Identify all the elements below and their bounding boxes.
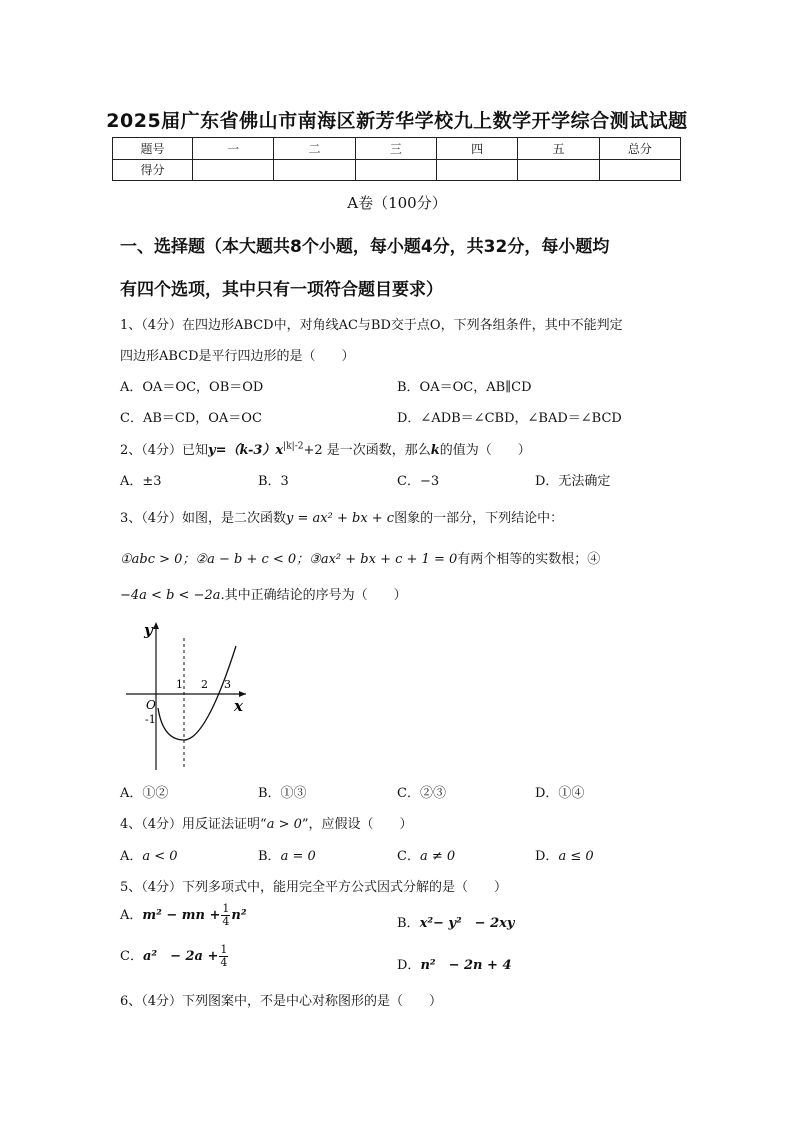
q5-option-a-math: m² − mn +: [142, 908, 221, 923]
q5-option-d-math: n² − 2n + 4: [420, 958, 512, 973]
q4-stem: [120, 813, 413, 832]
q1-option-b: B．OA＝OC，AB∥CD: [397, 380, 532, 395]
volume-heading: A卷（100分）: [347, 194, 447, 212]
score-row-label: 得分: [113, 159, 193, 181]
x-tick-label: 3: [224, 678, 231, 691]
y-tick-label: -1: [145, 713, 156, 726]
q2-option-d: D．无法确定: [535, 474, 611, 489]
q4-option-b: [258, 845, 316, 864]
q3-option-d: D．①④: [535, 786, 585, 801]
score-header-cell: 五: [518, 138, 599, 160]
q1-stem-line1: 1、（4分）在四边形ABCD中，对角线AC与BD交于点O，下列各组条件，其中不能判定: [120, 318, 623, 333]
score-cell: [274, 159, 355, 181]
fraction-numerator: 1: [220, 943, 228, 956]
q4-option-d-label: D．: [535, 849, 559, 864]
score-header-cell: 二: [274, 138, 355, 160]
q4-option-c: [397, 845, 455, 864]
fraction-denominator: 4: [222, 915, 230, 928]
x-tick-label: 1: [176, 678, 183, 691]
origin-label: O: [146, 698, 156, 712]
q1-option-a: A．OA＝OC，OB＝OD: [120, 380, 264, 395]
q4-option-b-math: a = 0: [280, 849, 316, 864]
q4-option-d-math: a ≤ 0: [558, 849, 594, 864]
x-tick-label: 2: [201, 678, 208, 691]
q4-option-b-label: B．: [258, 849, 281, 864]
score-cell: [436, 159, 517, 181]
score-table: [112, 137, 681, 181]
q2-option-c: C．−3: [397, 474, 440, 489]
q2-stem-end: 的值为（ ）: [439, 443, 531, 458]
q4-option-c-label: C．: [397, 849, 420, 864]
parabola-graph: [118, 618, 250, 776]
q4-option-a-math: a < 0: [142, 849, 178, 864]
score-header-cell: 题号: [113, 138, 193, 160]
q2-stem-k: k: [430, 443, 440, 458]
q3-conclusions-math: ①abc > 0；②a − b + c < 0；③ax² + bx + c + 1 = 0: [120, 552, 458, 567]
q5-option-a: [120, 903, 247, 928]
y-axis-arrow: [153, 622, 159, 629]
q3-conclusion4-math: −4a < b < −2a: [120, 588, 221, 603]
q5-option-b-math: x²− y² − 2xy: [419, 916, 515, 931]
document-title: 2025届广东省佛山市南海区新芳华学校九上数学开学综合测试试题: [106, 110, 688, 132]
q4-option-a-label: A．: [120, 849, 143, 864]
q3-option-c: C．②③: [397, 786, 446, 801]
q3-conclusion4-post: .其中正确结论的序号为（ ）: [220, 588, 407, 603]
score-cell: [518, 159, 599, 181]
q5-option-a-label: A．: [120, 908, 143, 923]
q2-stem-equation: y=（k-3）x: [208, 443, 284, 458]
score-header-cell: 总分: [599, 138, 680, 160]
score-header-cell: 三: [355, 138, 436, 160]
q4-option-c-math: a ≠ 0: [419, 849, 456, 864]
x-axis-label: x: [234, 697, 243, 715]
y-axis-label: y: [144, 621, 153, 639]
q4-stem-pre: 4、（4分）用反证法证明“: [120, 817, 267, 832]
q4-stem-post: ”，应假设（ ）: [301, 817, 413, 832]
q3-stem-post: 图象的一部分，下列结论中：: [394, 511, 564, 526]
fraction-numerator: 1: [222, 902, 230, 915]
q1-stem-line2: 四边形ABCD是平行四边形的是（ ）: [120, 349, 355, 364]
q3-option-a: A．①②: [120, 786, 169, 801]
q2-stem: [120, 439, 531, 458]
q5-stem: 5、（4分）下列多项式中，能用完全平方公式因式分解的是（ ）: [120, 880, 508, 895]
q2-stem-exponent: |k|-2: [283, 441, 304, 452]
q3-option-b: B．①③: [258, 786, 307, 801]
q4-option-d: [535, 845, 594, 864]
score-cell: [599, 159, 680, 181]
q5-option-a-tail: n²: [231, 908, 247, 923]
q5-option-b-label: B．: [397, 916, 420, 931]
parabola-curve: [158, 646, 236, 740]
q3-stem: [120, 507, 563, 526]
q3-stem-pre: 3、（4分）如图，是二次函数: [120, 511, 287, 526]
q5-option-a-fraction: [221, 903, 230, 928]
q2-option-b: B．3: [258, 474, 289, 489]
q5-option-c-label: C．: [120, 949, 143, 964]
score-table-header-row: [113, 138, 681, 160]
q4-stem-math: a > 0: [266, 817, 302, 832]
q5-option-b: [397, 912, 514, 931]
q2-stem-pre: 2、（4分）已知: [120, 443, 209, 458]
q2-stem-post: +2 是一次函数，那么: [303, 443, 431, 458]
q3-conclusions-post: 有两个相等的实数根；④: [457, 552, 601, 567]
q5-option-c: [120, 944, 229, 969]
score-header-cell: 四: [436, 138, 517, 160]
score-header-cell: 一: [193, 138, 274, 160]
q5-option-d: [397, 954, 512, 973]
fraction-denominator: 4: [220, 956, 228, 969]
q3-function: y = ax² + bx + c: [286, 511, 395, 526]
q5-option-c-fraction: [219, 944, 228, 969]
q4-option-a: [120, 845, 178, 864]
q1-option-c: C．AB＝CD，OA＝OC: [120, 411, 262, 426]
q5-option-c-math: a² − 2a +: [142, 949, 219, 964]
score-cell: [193, 159, 274, 181]
q3-conclusions-line1: [120, 548, 600, 567]
q2-option-a: A．±3: [120, 474, 162, 489]
score-cell: [355, 159, 436, 181]
score-table-score-row: [113, 159, 681, 181]
section-heading-line1: 一、选择题（本大题共8个小题，每小题4分，共32分，每小题均: [120, 237, 610, 257]
q3-conclusions-line2: [120, 584, 407, 603]
section-heading-line2: 有四个选项，其中只有一项符合题目要求）: [120, 280, 443, 300]
q5-option-d-label: D．: [397, 958, 421, 973]
q1-option-d: D．∠ADB＝∠CBD，∠BAD＝∠BCD: [397, 411, 622, 426]
q6-stem: 6、（4分）下列图案中，不是中心对称图形的是（ ）: [120, 994, 443, 1009]
